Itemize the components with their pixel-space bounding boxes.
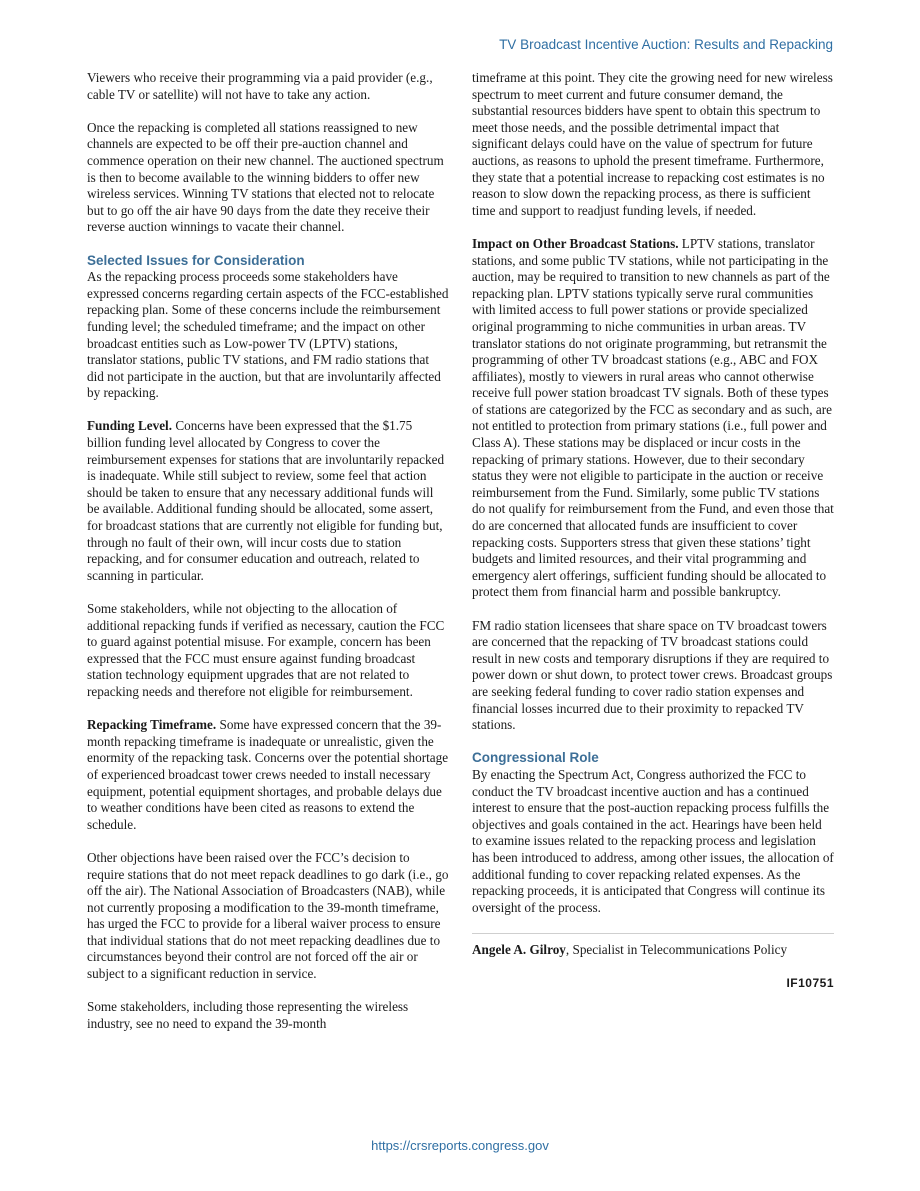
paragraph: Other objections have been raised over the FCC’s decision to require stations that do not meet repack deadlines to go dark (i.e., go off the air). The National Association of Broadcasters (NAB), while not currently proposing a modification to the 39-month timeframe, has urged the FCC to provide for a liberal waiver process to ensure that individual stations that do not meet repacking deadlines due to circumstances beyond their control are not forced off the air or subject to a significant reduction in service.: [87, 849, 449, 982]
author-title: , Specialist in Telecommunications Policy: [565, 941, 788, 957]
paragraph: FM radio station licensees that share space on TV broadcast towers are concerned that the repacking of TV broadcast stations could result in new costs and temporary disruptions if they are required to power down or shut down, to protect tower crews. Broadcast groups are seeking federal funding to cover radio station expenses and financial losses incurred due to their proximity to repacked TV stations.: [472, 617, 833, 733]
left-column: [87, 70, 449, 1032]
paragraph-text: Some have expressed concern that the 39-month repacking timeframe is inadequate or unrealistic, given the enormity of the repacking task. Concerns over the potential shortage of experienced broadcast tower crews needed to install necessary equipment, potential equipment shortages, and probable delays due to weather conditions have been cited as reasons to extend the schedule.: [87, 717, 449, 832]
paragraph-funding-level: [87, 418, 449, 584]
paragraph: By enacting the Spectrum Act, Congress authorized the FCC to conduct the TV broadcast incentive auction and has a continued interest to ensure that the post-auction repacking process fulfills the objectives and goals contained in the act. Hearings have been held to examine issues related to the repacking process and legislation has been introduced to address, among other issues, the allocation of additional funding to cover repacking related expenses. As the repacking proceeds, it is anticipated that Congress will continue its oversight of the process.: [472, 766, 834, 915]
paragraph: As the repacking process proceeds some stakeholders have expressed concerns regarding certain aspects of the FCC-established repacking plan. Some of these concerns include the reimbursement funding level; the scheduled timeframe; and the impact on other broadcast entities such as Low-power TV (LPTV) stations, translator stations, public TV stations, and FM radio stations that did not participate in the auction, but that are involuntarily affected by repacking.: [87, 269, 449, 401]
section-heading-selected-issues: Selected Issues for Consideration: [87, 252, 305, 268]
paragraph: Once the repacking is completed all stations reassigned to new channels are expected to be off their pre-auction channel and commence operation on their new channel. The auctioned spectrum is then to become available to the winning bidders to offer new wireless services. Winning TV stations that elected not to relocate but to go off the air have 90 days from the date they receive their reverse auction winnings to vacate their channel.: [87, 119, 444, 235]
paragraph: Some stakeholders, including those representing the wireless industry, see no need to expand the 39-month: [87, 999, 409, 1031]
paragraph-text: LPTV stations, translator stations, and some public TV stations, while not participating in the auction, may be required to transition to new channels as part of the repacking plan. LPTV stations typically serve rural communities with limited access to full power stations or provide specialized original programming to niche communities in urban areas. TV translator stations do not originate programming, but retransmit the programming of other TV broadcast stations (e.g., ABC and FOX affiliates), mostly to viewers in rural areas who cannot otherwise receive full power station broadcast TV signals. Both of these types of stations are categorized by the FCC as secondary and as such, are not entitled to protection from primary stations (i.e., full power and Class A). These stations may be displaced or incur costs in the repacking of primary stations. However, due to their secondary status they were not eligible to participate in the auction or receive reimbursement from the Fund. Similarly, some public TV stations do not qualify for reimbursement from the Fund, and even those that do are concerned that allocated funds are insufficient to cover repacking costs. Supporters stress that given these stations’ tight budgets and limited resources, and their vital programming and emergency alert offerings, sufficient funding should be allocated to protect them from financial harm and possible bankruptcy.: [472, 235, 834, 600]
right-column: [472, 70, 834, 992]
run-in-heading-funding-level: Funding Level.: [87, 418, 173, 434]
product-code: IF10751: [786, 976, 834, 991]
paragraph: timeframe at this point. They cite the growing need for new wireless spectrum to meet current and future consumer demand, the substantial resources bidders have spent to obtain this spectrum to meet those needs, and the possible detrimental impact that significant delays could have on the value of spectrum for future auctions, as reasons to uphold the present timeframe. Furthermore, they state that a potential increase to repacking cost estimates is no reason to slow down the repacking process, as there is sufficient time and support to readjust funding levels, if needed.: [472, 70, 833, 218]
section-heading-congressional-role: Congressional Role: [472, 750, 599, 766]
run-in-heading-repacking-timeframe: Repacking Timeframe.: [87, 717, 217, 733]
footer-url[interactable]: https://crsreports.congress.gov: [371, 1138, 549, 1153]
author-name: Angele A. Gilroy: [472, 941, 566, 957]
paragraph-text: Concerns have been expressed that the $1.75 billion funding level allocated by Congress to cover the reimbursement expenses for stations that are involuntarily repacked is inadequate. While still subject to review, some feel that action should be taken to ensure that any necessary additional funds will be available. Additional funding should be allocated, some assert, for broadcast stations that are currently not eligible for funding but, through no fault of their own, will incur costs due to station repacking, and for consumer education and outreach, related to scanning in particular.: [87, 418, 445, 583]
paragraph-repacking-timeframe: [87, 717, 449, 833]
paragraph: Some stakeholders, while not objecting to the allocation of additional repacking funds if verified as necessary, caution the FCC to guard against potential misuse. For example, concern has been expressed that the FCC must ensure against funding broadcast station technology equipment upgrades that are not related to repacking needs and therefore not eligible for reimbursement.: [87, 601, 445, 699]
run-in-heading-impact-other-stations: Impact on Other Broadcast Stations.: [472, 235, 679, 251]
author-line: [472, 942, 834, 959]
paragraph: Viewers who receive their programming via a paid provider (e.g., cable TV or satellite) will not have to take any action.: [87, 70, 433, 102]
running-header: TV Broadcast Incentive Auction: Results and Repacking: [499, 37, 833, 52]
divider: [472, 933, 834, 934]
paragraph-impact-other-stations: [472, 236, 834, 601]
